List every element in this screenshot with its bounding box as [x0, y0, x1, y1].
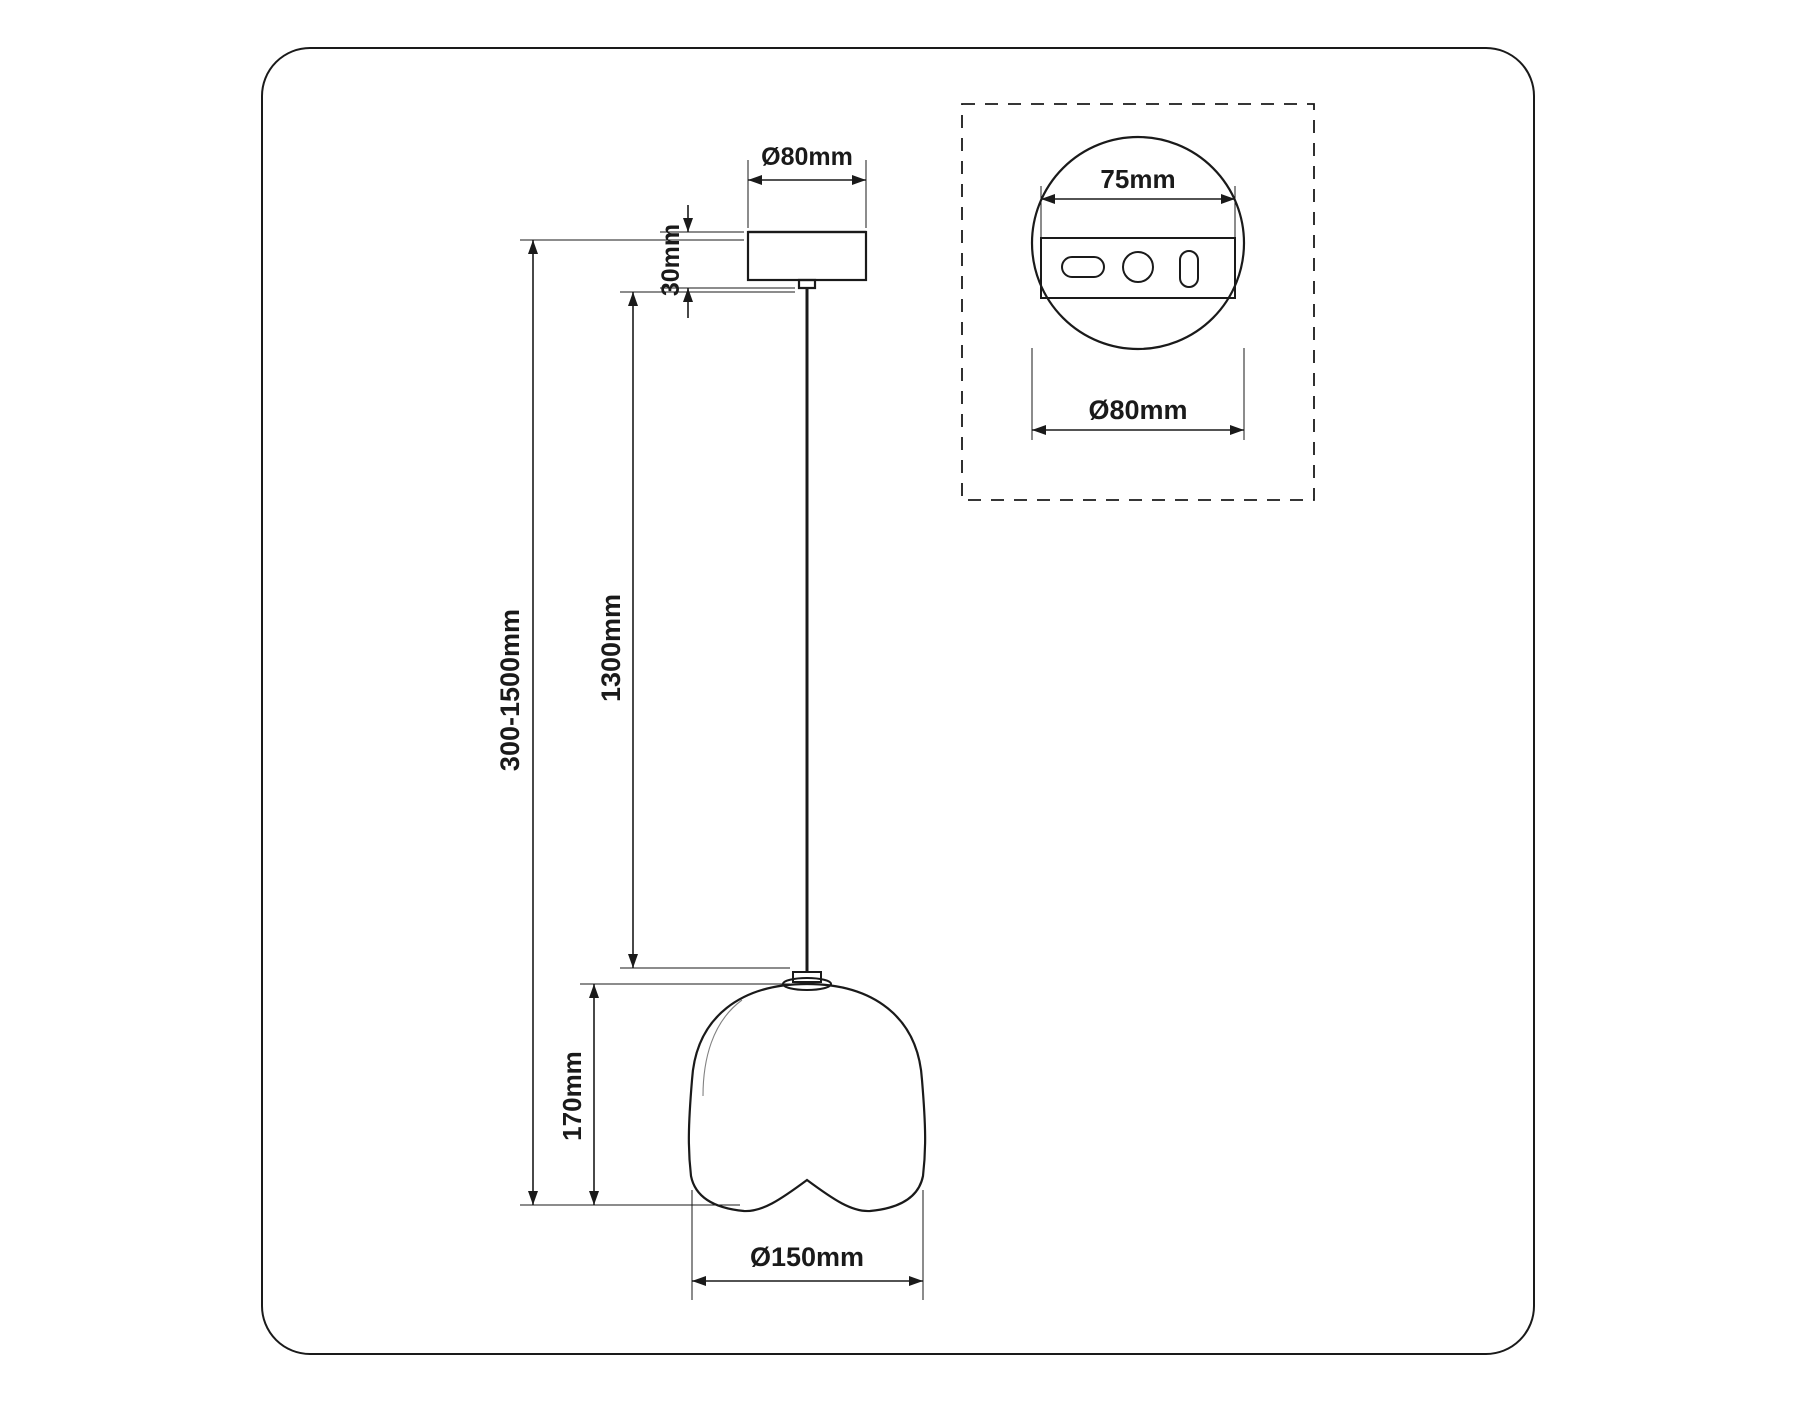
drawing-frame — [262, 48, 1534, 1354]
arrow-150-right — [909, 1276, 923, 1286]
arrow-canopy-right — [852, 175, 866, 185]
arrow-plan80-right — [1230, 425, 1244, 435]
mounting-slot-left — [1062, 257, 1104, 277]
dimension-plate-width — [1041, 164, 1235, 240]
label-canopy-diameter: Ø80mm — [761, 143, 853, 171]
arrow-total-top — [528, 240, 538, 254]
label-shade-height: 170mm — [557, 1051, 587, 1141]
label-plate-width: 75mm — [1100, 164, 1176, 194]
dimension-plan-diameter — [1032, 348, 1244, 440]
label-total-height: 300-1500mm — [495, 608, 525, 772]
arrow-150-left — [692, 1276, 706, 1286]
dimension-cord-length — [596, 292, 795, 968]
canopy-neck — [799, 280, 815, 288]
arrow-1300-bottom — [628, 954, 638, 968]
arrow-170-bottom — [589, 1191, 599, 1205]
mounting-plate — [1041, 238, 1235, 298]
arrow-plan80-left — [1032, 425, 1046, 435]
center-hole — [1123, 252, 1153, 282]
arrow-total-bottom — [528, 1191, 538, 1205]
arrow-canopy-left — [748, 175, 762, 185]
dimension-shade-diameter — [692, 1190, 923, 1300]
label-plan-diameter: Ø80mm — [1088, 395, 1188, 425]
arrow-1300-top — [628, 292, 638, 306]
shade-inner-highlight — [703, 1000, 742, 1096]
dimension-canopy-height — [657, 205, 795, 318]
label-cord-length: 1300mm — [596, 593, 626, 703]
mounting-slot-right — [1180, 251, 1198, 287]
arrow-170-top — [589, 984, 599, 998]
dimension-shade-height — [557, 984, 790, 1205]
label-canopy-height: 30mm — [657, 223, 685, 297]
canopy-body — [748, 232, 866, 280]
label-shade-diameter: Ø150mm — [749, 1242, 865, 1272]
dimension-canopy-diameter — [748, 143, 866, 228]
